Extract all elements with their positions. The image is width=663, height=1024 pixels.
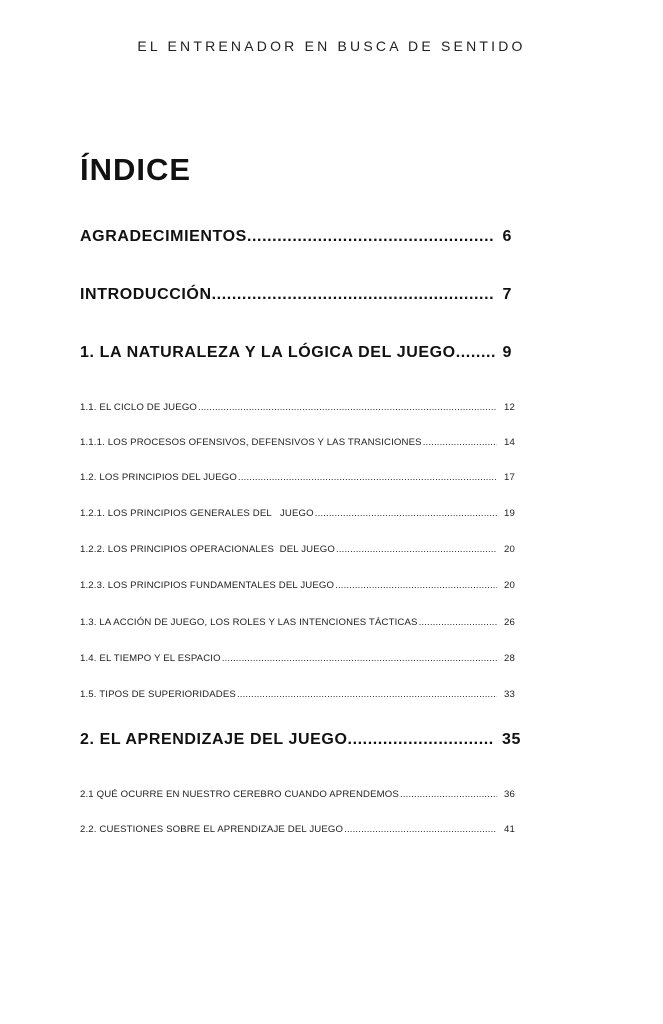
toc-entry-label: 1.1. EL CICLO DE JUEGO bbox=[80, 402, 198, 413]
toc-leader-dots bbox=[315, 508, 497, 519]
toc-entry-agradecimientos[interactable] bbox=[80, 228, 512, 246]
toc-leader-dots bbox=[238, 472, 497, 483]
toc-entry-introduccion[interactable] bbox=[80, 286, 512, 304]
toc-leader-dots bbox=[335, 580, 497, 591]
toc-leader-dots bbox=[400, 789, 497, 800]
toc-entry-label: 1.2.3. LOS PRINCIPIOS FUNDAMENTALES DEL JUEGO bbox=[80, 580, 335, 591]
toc-entry-label: 1.5. TIPOS DE SUPERIORIDADES bbox=[80, 689, 236, 700]
toc-entry-label: 1.1.1. LOS PROCESOS OFENSIVOS, DEFENSIVOS Y LAS TRANSICIONES bbox=[80, 437, 422, 448]
toc-entry-1-1[interactable] bbox=[80, 402, 515, 413]
toc-entry-1-5[interactable] bbox=[80, 689, 515, 700]
running-header: EL ENTRENADOR EN BUSCA DE SENTIDO bbox=[137, 38, 526, 54]
toc-entry-1-2-2[interactable] bbox=[80, 544, 515, 555]
toc-leader-dots bbox=[419, 617, 497, 628]
toc-entry-label: 1.3. LA ACCIÓN DE JUEGO, LOS ROLES Y LAS INTENCIONES TÁCTICAS bbox=[80, 617, 418, 628]
index-title: ÍNDICE bbox=[80, 152, 192, 187]
toc-entry-1-2[interactable] bbox=[80, 472, 515, 483]
toc-leader-dots bbox=[237, 689, 497, 700]
toc-entry-label: 2.2. CUESTIONES SOBRE EL APRENDIZAJE DEL JUEGO bbox=[80, 824, 344, 835]
toc-entry-1-4[interactable] bbox=[80, 653, 515, 664]
toc-entry-page: 41 bbox=[504, 824, 515, 835]
toc-leader-dots bbox=[222, 653, 497, 664]
toc-entry-page: 20 bbox=[504, 580, 515, 591]
toc-entry-label: 1.2. LOS PRINCIPIOS DEL JUEGO bbox=[80, 472, 238, 483]
toc-entry-label: 1. LA NATURALEZA Y LA LÓGICA DEL JUEGO bbox=[80, 344, 456, 361]
toc-entry-label: 2. EL APRENDIZAJE DEL JUEGO bbox=[80, 731, 348, 748]
toc-entry-page: 9 bbox=[502, 344, 512, 361]
toc-entry-label: 1.2.2. LOS PRINCIPIOS OPERACIONALES DEL JUEGO bbox=[80, 544, 335, 555]
toc-entry-label: 1.2.1. LOS PRINCIPIOS GENERALES DEL JUEGO bbox=[80, 508, 314, 519]
toc-entry-chapter-2[interactable] bbox=[80, 731, 521, 749]
toc-entry-1-2-3[interactable] bbox=[80, 580, 515, 591]
toc-entry-page: 19 bbox=[504, 508, 515, 519]
toc-entry-page: 6 bbox=[502, 228, 512, 245]
toc-entry-page: 28 bbox=[504, 653, 515, 664]
toc-entry-1-1-1[interactable] bbox=[80, 437, 515, 448]
toc-leader-dots bbox=[198, 402, 497, 413]
toc-entry-page: 14 bbox=[504, 437, 515, 448]
toc-entry-1-2-1[interactable] bbox=[80, 508, 515, 519]
toc-entry-chapter-1[interactable] bbox=[80, 344, 512, 362]
toc-entry-label: INTRODUCCIÓN bbox=[80, 286, 212, 303]
toc-leader-dots bbox=[456, 344, 495, 362]
toc-entry-1-3[interactable] bbox=[80, 617, 515, 628]
toc-entry-page: 20 bbox=[504, 544, 515, 555]
toc-entry-page: 7 bbox=[502, 286, 512, 303]
toc-entry-page: 33 bbox=[504, 689, 515, 700]
toc-entry-page: 17 bbox=[504, 472, 515, 483]
toc-leader-dots bbox=[336, 544, 497, 555]
toc-entry-2-1[interactable] bbox=[80, 789, 515, 800]
toc-leader-dots bbox=[247, 228, 495, 246]
toc-entry-label: 1.4. EL TIEMPO Y EL ESPACIO bbox=[80, 653, 221, 664]
toc-leader-dots bbox=[423, 437, 497, 448]
toc-entry-page: 36 bbox=[504, 789, 515, 800]
toc-entry-page: 12 bbox=[504, 402, 515, 413]
toc-entry-page: 26 bbox=[504, 617, 515, 628]
toc-entry-2-2[interactable] bbox=[80, 824, 515, 835]
toc-leader-dots bbox=[348, 731, 494, 749]
toc-leader-dots bbox=[212, 286, 495, 304]
toc-leader-dots bbox=[344, 824, 497, 835]
toc-entry-label: 2.1 QUÉ OCURRE EN NUESTRO CEREBRO CUANDO APRENDEMOS bbox=[80, 789, 399, 800]
toc-entry-label: AGRADECIMIENTOS bbox=[80, 228, 247, 245]
toc-entry-page: 35 bbox=[502, 731, 521, 748]
